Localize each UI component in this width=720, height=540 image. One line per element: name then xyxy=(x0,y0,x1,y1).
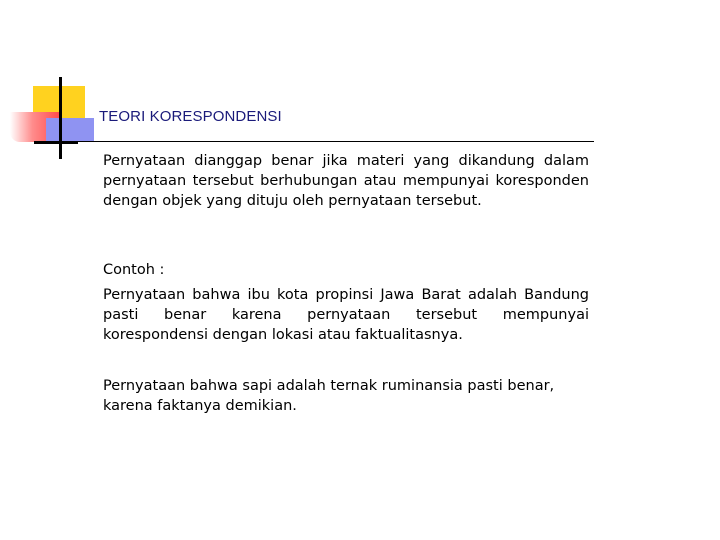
logo-horizontal-line xyxy=(34,141,78,144)
definition-paragraph: Pernyataan dianggap benar jika materi yang dikandung dalam pernyataan tersebut berhubungan atau mempunyai koresponden dengan objek yang dituju oleh pernyataan tersebut. xyxy=(103,153,589,209)
logo-vertical-line xyxy=(59,77,62,159)
slide-title: TEORI KORESPONDENSI xyxy=(99,108,282,125)
example-paragraph-2: Pernyataan bahwa sapi adalah ternak ruminansia pasti benar, karena faktanya demikian. xyxy=(103,378,555,414)
title-underline-divider xyxy=(34,141,594,142)
example-heading: Contoh : xyxy=(103,262,165,278)
logo-blue-block xyxy=(46,118,94,142)
example-paragraph-1: Pernyataan bahwa ibu kota propinsi Jawa Barat adalah Bandung pasti benar karena pernyataan tersebut mempunyai korespondensi dengan lokasi atau faktualitasnya. xyxy=(103,287,589,343)
